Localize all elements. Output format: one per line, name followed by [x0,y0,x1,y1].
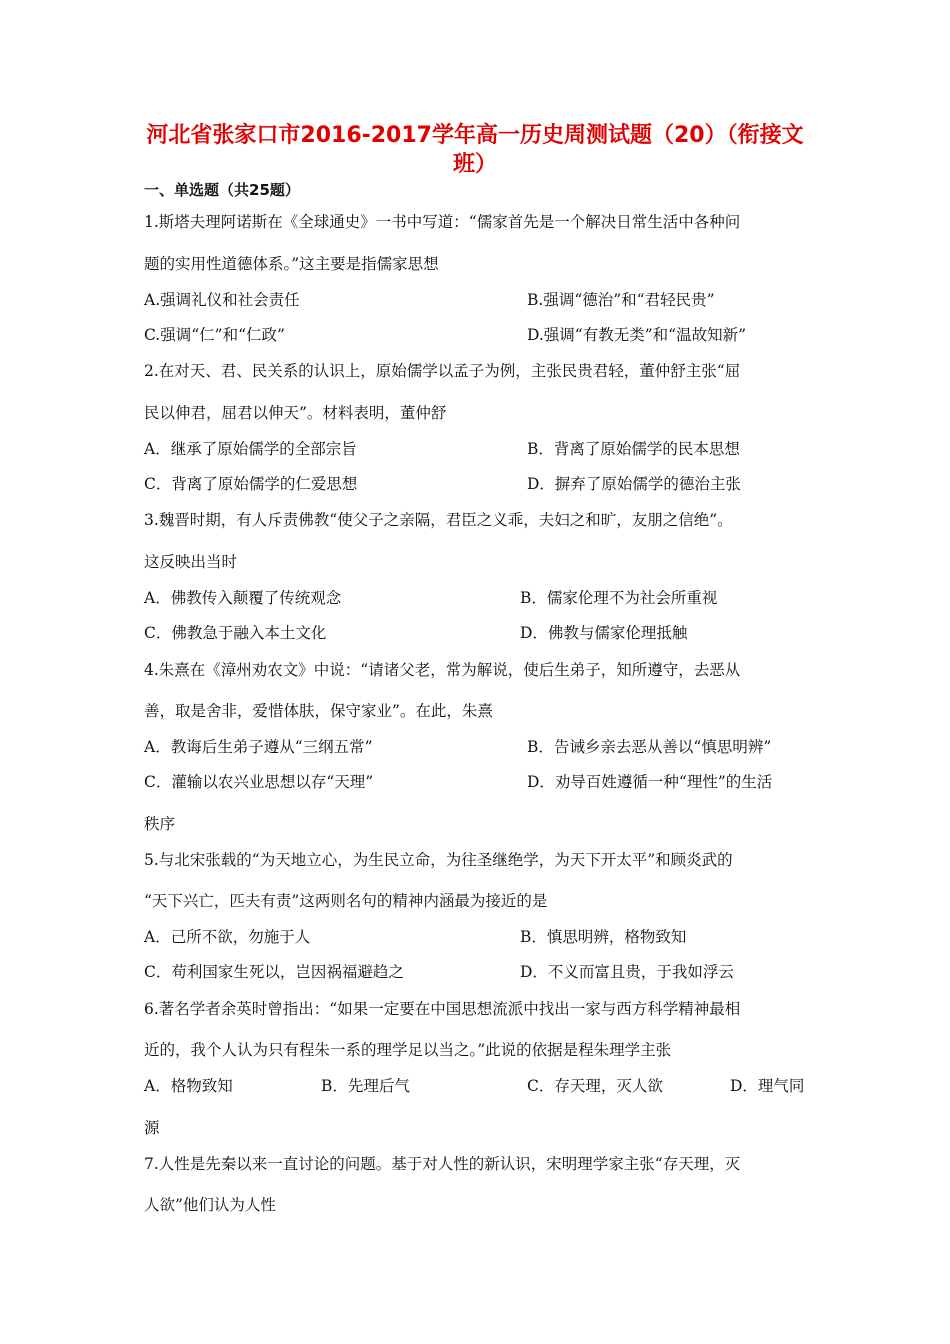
question-4-option-c: C．灌输以农兴业思想以存“天理” [144,773,374,791]
question-1-stem-line2: 题的实用性道德体系。”这主要是指儒家思想 [144,255,439,273]
question-5-option-d: D．不义而富且贵，于我如浮云 [520,963,734,981]
question-3-option-c: C．佛教急于融入本土文化 [144,624,327,642]
question-6-option-d: D．理气同 [730,1077,805,1095]
question-6-option-d-continued: 源 [144,1119,160,1137]
question-4-option-d-continued: 秩序 [144,815,176,833]
question-4-option-b: B．告诫乡亲去恶从善以“慎思明辨” [527,738,772,756]
question-2-option-d: D．摒弃了原始儒学的德治主张 [527,475,741,493]
question-6-option-b: B．先理后气 [321,1077,410,1095]
question-1-option-a: A.强调礼仪和社会责任 [144,291,300,309]
question-1-option-c: C.强调“仁”和“仁政” [144,326,285,344]
question-4-option-a: A．教诲后生弟子遵从“三纲五常” [144,738,373,756]
question-4-stem-line2: 善，取是舍非，爱惜体肤，保守家业”。在此，朱熹 [144,702,493,720]
document-title-line1: 河北省张家口市2016-2017学年高一历史周测试题（20）（衔接文 [146,123,804,148]
question-2-option-c: C．背离了原始儒学的仁爱思想 [144,475,358,493]
question-6-stem-line2: 近的，我个人认为只有程朱一系的理学足以当之。”此说的依据是程朱理学主张 [144,1041,672,1059]
question-3-option-d: D．佛教与儒家伦理抵触 [520,624,688,642]
question-2-option-a: A．继承了原始儒学的全部宗旨 [144,440,357,458]
question-5-stem-line2: “天下兴亡，匹夫有责”这两则名句的精神内涵最为接近的是 [144,892,548,910]
question-3-option-a: A．佛教传入颠覆了传统观念 [144,589,342,607]
question-5-option-b: B．慎思明辨，格物致知 [520,928,687,946]
question-6-option-a: A．格物致知 [144,1077,233,1095]
question-6-option-c: C．存天理，灭人欲 [527,1077,663,1095]
question-2-stem-line1: 2.在对天、君、民关系的认识上，原始儒学以孟子为例，主张民贵君轻，董仲舒主张“屈 [144,362,741,380]
question-3-stem-line1: 3.魏晋时期，有人斥责佛教“使父子之亲隔，君臣之义乖，夫妇之和旷，友朋之信绝”。 [144,511,733,529]
question-4-option-d: D．劝导百姓遵循一种“理性”的生活 [527,773,773,791]
question-5-option-c: C．苟利国家生死以，岂因祸福避趋之 [144,963,404,981]
question-1-option-b: B.强调“德治”和“君轻民贵” [527,291,715,309]
question-2-option-b: B．背离了原始儒学的民本思想 [527,440,740,458]
question-3-option-b: B．儒家伦理不为社会所重视 [520,589,718,607]
question-2-stem-line2: 民以伸君，屈君以伸天”。材料表明，董仲舒 [144,404,447,422]
section-heading: 一、单选题（共25题） [144,181,300,199]
document-title-line2: 班） [452,152,497,177]
question-1-stem-line1: 1.斯塔夫理阿诺斯在《全球通史》一书中写道：“儒家首先是一个解决日常生活中各种问 [144,213,741,231]
question-7-stem-line1: 7.人性是先秦以来一直讨论的问题。基于对人性的新认识，宋明理学家主张“存天理，灭 [144,1155,741,1173]
question-3-stem-line2: 这反映出当时 [144,553,238,571]
question-6-stem-line1: 6.著名学者余英时曾指出：“如果一定要在中国思想流派中找出一家与西方科学精神最相 [144,1000,741,1018]
question-5-stem-line1: 5.与北宋张载的“为天地立心，为生民立命，为往圣继绝学，为天下开太平”和顾炎武的 [144,851,733,869]
question-1-option-d: D.强调“有教无类”和“温故知新” [527,326,746,344]
question-5-option-a: A．己所不欲，勿施于人 [144,928,311,946]
question-7-stem-line2: 人欲”他们认为人性 [144,1196,276,1214]
question-4-stem-line1: 4.朱熹在《漳州劝农文》中说：“请诸父老，常为解说，使后生弟子，知所遵守，去恶从 [144,661,741,679]
